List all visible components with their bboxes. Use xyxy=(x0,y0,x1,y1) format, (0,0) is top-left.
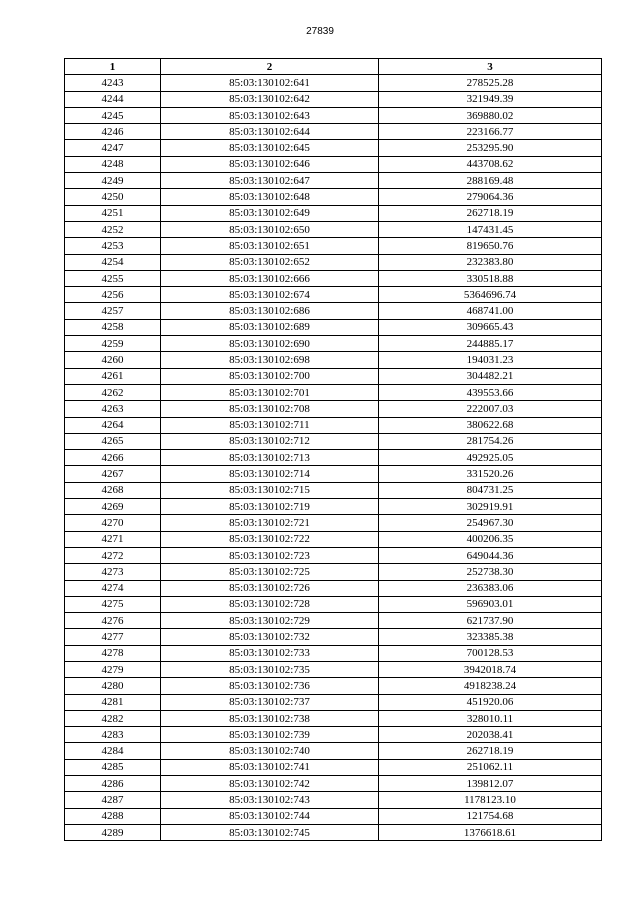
row-number-cell: 4246 xyxy=(65,124,161,140)
table-row xyxy=(65,531,602,547)
cadastral-number-cell: 85:03:130102:719 xyxy=(161,499,379,515)
cadastral-value-cell: 400206.35 xyxy=(379,531,602,547)
row-number-cell: 4269 xyxy=(65,499,161,515)
row-number-cell: 4278 xyxy=(65,645,161,661)
cadastral-number-cell: 85:03:130102:700 xyxy=(161,368,379,384)
cadastral-number-cell: 85:03:130102:741 xyxy=(161,759,379,775)
table-row xyxy=(65,254,602,270)
table-row xyxy=(65,417,602,433)
cadastral-value-cell: 147431.45 xyxy=(379,221,602,237)
row-number-cell: 4270 xyxy=(65,515,161,531)
row-number-cell: 4245 xyxy=(65,107,161,123)
row-number-cell: 4265 xyxy=(65,433,161,449)
row-number-cell: 4254 xyxy=(65,254,161,270)
table-row xyxy=(65,368,602,384)
table-row xyxy=(65,580,602,596)
table-row xyxy=(65,645,602,661)
cadastral-number-cell: 85:03:130102:732 xyxy=(161,629,379,645)
page-number: 27839 xyxy=(306,26,334,37)
cadastral-value-cell: 621737.90 xyxy=(379,613,602,629)
cadastral-value-cell: 380622.68 xyxy=(379,417,602,433)
table-row xyxy=(65,319,602,335)
table-row xyxy=(65,547,602,563)
cadastral-value-cell: 139812.07 xyxy=(379,776,602,792)
cadastral-number-cell: 85:03:130102:648 xyxy=(161,189,379,205)
table-row xyxy=(65,743,602,759)
table-row xyxy=(65,91,602,107)
row-number-cell: 4272 xyxy=(65,547,161,563)
table-row xyxy=(65,156,602,172)
cadastral-value-cell: 262718.19 xyxy=(379,743,602,759)
row-number-cell: 4248 xyxy=(65,156,161,172)
table-row xyxy=(65,466,602,482)
cadastral-number-cell: 85:03:130102:689 xyxy=(161,319,379,335)
table-row xyxy=(65,140,602,156)
cadastral-value-cell: 700128.53 xyxy=(379,645,602,661)
cadastral-value-cell: 236383.06 xyxy=(379,580,602,596)
table-row xyxy=(65,678,602,694)
cadastral-value-cell: 262718.19 xyxy=(379,205,602,221)
table-row xyxy=(65,336,602,352)
table-row xyxy=(65,124,602,140)
cadastral-number-cell: 85:03:130102:728 xyxy=(161,596,379,612)
row-number-cell: 4283 xyxy=(65,727,161,743)
row-number-cell: 4282 xyxy=(65,710,161,726)
row-number-cell: 4264 xyxy=(65,417,161,433)
cadastral-number-cell: 85:03:130102:722 xyxy=(161,531,379,547)
cadastral-number-cell: 85:03:130102:711 xyxy=(161,417,379,433)
cadastral-value-cell: 3942018.74 xyxy=(379,661,602,677)
cadastral-number-cell: 85:03:130102:686 xyxy=(161,303,379,319)
row-number-cell: 4253 xyxy=(65,238,161,254)
cadastral-number-cell: 85:03:130102:644 xyxy=(161,124,379,140)
row-number-cell: 4267 xyxy=(65,466,161,482)
cadastral-number-cell: 85:03:130102:739 xyxy=(161,727,379,743)
row-number-cell: 4255 xyxy=(65,270,161,286)
cadastral-value-cell: 302919.91 xyxy=(379,499,602,515)
table-row xyxy=(65,173,602,189)
cadastral-number-cell: 85:03:130102:647 xyxy=(161,173,379,189)
table-row xyxy=(65,384,602,400)
row-number-cell: 4260 xyxy=(65,352,161,368)
table-row xyxy=(65,515,602,531)
cadastral-value-cell: 223166.77 xyxy=(379,124,602,140)
cadastral-value-cell: 596903.01 xyxy=(379,596,602,612)
row-number-cell: 4277 xyxy=(65,629,161,645)
cadastral-value-cell: 252738.30 xyxy=(379,564,602,580)
row-number-cell: 4249 xyxy=(65,173,161,189)
cadastral-value-cell: 1178123.10 xyxy=(379,792,602,808)
cadastral-value-cell: 443708.62 xyxy=(379,156,602,172)
cadastral-value-cell: 819650.76 xyxy=(379,238,602,254)
cadastral-value-cell: 309665.43 xyxy=(379,319,602,335)
cadastral-number-cell: 85:03:130102:708 xyxy=(161,401,379,417)
cadastral-number-cell: 85:03:130102:666 xyxy=(161,270,379,286)
cadastral-value-cell: 468741.00 xyxy=(379,303,602,319)
cadastral-number-cell: 85:03:130102:742 xyxy=(161,776,379,792)
row-number-cell: 4252 xyxy=(65,221,161,237)
table-row xyxy=(65,433,602,449)
cadastral-value-cell: 331520.26 xyxy=(379,466,602,482)
cadastral-value-cell: 254967.30 xyxy=(379,515,602,531)
cadastral-number-cell: 85:03:130102:651 xyxy=(161,238,379,254)
table-row xyxy=(65,776,602,792)
table-row xyxy=(65,352,602,368)
cadastral-value-cell: 202038.41 xyxy=(379,727,602,743)
cadastral-value-cell: 369880.02 xyxy=(379,107,602,123)
row-number-cell: 4275 xyxy=(65,596,161,612)
cadastral-number-cell: 85:03:130102:674 xyxy=(161,287,379,303)
row-number-cell: 4274 xyxy=(65,580,161,596)
row-number-cell: 4259 xyxy=(65,336,161,352)
cadastral-number-cell: 85:03:130102:729 xyxy=(161,613,379,629)
cadastral-number-cell: 85:03:130102:650 xyxy=(161,221,379,237)
cadastral-number-cell: 85:03:130102:740 xyxy=(161,743,379,759)
cadastral-number-cell: 85:03:130102:690 xyxy=(161,336,379,352)
cadastral-value-cell: 323385.38 xyxy=(379,629,602,645)
table-row xyxy=(65,450,602,466)
cadastral-number-cell: 85:03:130102:744 xyxy=(161,808,379,824)
cadastral-value-cell: 5364696.74 xyxy=(379,287,602,303)
table-header xyxy=(65,59,602,75)
cadastral-number-cell: 85:03:130102:646 xyxy=(161,156,379,172)
column-header-cadastral-number: 2 xyxy=(161,59,379,75)
cadastral-value-cell: 4918238.24 xyxy=(379,678,602,694)
row-number-cell: 4244 xyxy=(65,91,161,107)
cadastral-value-cell: 451920.06 xyxy=(379,694,602,710)
cadastral-number-cell: 85:03:130102:736 xyxy=(161,678,379,694)
row-number-cell: 4287 xyxy=(65,792,161,808)
cadastral-number-cell: 85:03:130102:714 xyxy=(161,466,379,482)
row-number-cell: 4258 xyxy=(65,319,161,335)
table-row xyxy=(65,596,602,612)
cadastral-number-cell: 85:03:130102:643 xyxy=(161,107,379,123)
cadastral-value-cell: 279064.36 xyxy=(379,189,602,205)
cadastral-number-cell: 85:03:130102:649 xyxy=(161,205,379,221)
table-row xyxy=(65,629,602,645)
row-number-cell: 4243 xyxy=(65,75,161,91)
row-number-cell: 4261 xyxy=(65,368,161,384)
table-row xyxy=(65,727,602,743)
table-row xyxy=(65,792,602,808)
table-row xyxy=(65,270,602,286)
cadastral-value-cell: 304482.21 xyxy=(379,368,602,384)
table-row xyxy=(65,107,602,123)
cadastral-value-cell: 278525.28 xyxy=(379,75,602,91)
row-number-cell: 4284 xyxy=(65,743,161,759)
table-row xyxy=(65,661,602,677)
cadastral-number-cell: 85:03:130102:743 xyxy=(161,792,379,808)
cadastral-value-cell: 321949.39 xyxy=(379,91,602,107)
row-number-cell: 4263 xyxy=(65,401,161,417)
cadastral-number-cell: 85:03:130102:642 xyxy=(161,91,379,107)
cadastral-number-cell: 85:03:130102:713 xyxy=(161,450,379,466)
row-number-cell: 4286 xyxy=(65,776,161,792)
table-row xyxy=(65,75,602,91)
cadastral-value-cell: 1376618.61 xyxy=(379,824,602,840)
table-row xyxy=(65,759,602,775)
table-row xyxy=(65,564,602,580)
cadastral-number-cell: 85:03:130102:723 xyxy=(161,547,379,563)
cadastral-value-cell: 330518.88 xyxy=(379,270,602,286)
row-number-cell: 4268 xyxy=(65,482,161,498)
cadastral-value-table xyxy=(64,58,602,841)
cadastral-value-cell: 804731.25 xyxy=(379,482,602,498)
row-number-cell: 4256 xyxy=(65,287,161,303)
table-row xyxy=(65,303,602,319)
row-number-cell: 4257 xyxy=(65,303,161,319)
row-number-cell: 4251 xyxy=(65,205,161,221)
column-header-cadastral-value: 3 xyxy=(379,59,602,75)
row-number-cell: 4273 xyxy=(65,564,161,580)
table-row xyxy=(65,694,602,710)
table-row xyxy=(65,613,602,629)
table-row xyxy=(65,401,602,417)
row-number-cell: 4266 xyxy=(65,450,161,466)
cadastral-value-cell: 222007.03 xyxy=(379,401,602,417)
cadastral-value-cell: 649044.36 xyxy=(379,547,602,563)
cadastral-number-cell: 85:03:130102:701 xyxy=(161,384,379,400)
cadastral-value-cell: 288169.48 xyxy=(379,173,602,189)
cadastral-number-cell: 85:03:130102:698 xyxy=(161,352,379,368)
row-number-cell: 4288 xyxy=(65,808,161,824)
cadastral-value-cell: 439553.66 xyxy=(379,384,602,400)
cadastral-value-cell: 251062.11 xyxy=(379,759,602,775)
table-row xyxy=(65,824,602,840)
cadastral-value-cell: 232383.80 xyxy=(379,254,602,270)
cadastral-number-cell: 85:03:130102:645 xyxy=(161,140,379,156)
row-number-cell: 4279 xyxy=(65,661,161,677)
cadastral-number-cell: 85:03:130102:737 xyxy=(161,694,379,710)
cadastral-value-cell: 492925.05 xyxy=(379,450,602,466)
table-row xyxy=(65,205,602,221)
table-row xyxy=(65,710,602,726)
table-row xyxy=(65,221,602,237)
row-number-cell: 4271 xyxy=(65,531,161,547)
table-row xyxy=(65,808,602,824)
row-number-cell: 4281 xyxy=(65,694,161,710)
row-number-cell: 4276 xyxy=(65,613,161,629)
cadastral-number-cell: 85:03:130102:721 xyxy=(161,515,379,531)
cadastral-value-cell: 244885.17 xyxy=(379,336,602,352)
column-header-number: 1 xyxy=(65,59,161,75)
row-number-cell: 4289 xyxy=(65,824,161,840)
row-number-cell: 4247 xyxy=(65,140,161,156)
table-row xyxy=(65,482,602,498)
cadastral-value-cell: 121754.68 xyxy=(379,808,602,824)
row-number-cell: 4262 xyxy=(65,384,161,400)
table-row xyxy=(65,287,602,303)
row-number-cell: 4285 xyxy=(65,759,161,775)
cadastral-value-cell: 253295.90 xyxy=(379,140,602,156)
row-number-cell: 4250 xyxy=(65,189,161,205)
cadastral-number-cell: 85:03:130102:712 xyxy=(161,433,379,449)
table-row xyxy=(65,189,602,205)
cadastral-value-cell: 194031.23 xyxy=(379,352,602,368)
cadastral-number-cell: 85:03:130102:738 xyxy=(161,710,379,726)
table-row xyxy=(65,238,602,254)
cadastral-number-cell: 85:03:130102:726 xyxy=(161,580,379,596)
cadastral-value-cell: 328010.11 xyxy=(379,710,602,726)
cadastral-value-cell: 281754.26 xyxy=(379,433,602,449)
table-body xyxy=(65,75,602,841)
header-row xyxy=(65,59,602,75)
cadastral-number-cell: 85:03:130102:735 xyxy=(161,661,379,677)
table-row xyxy=(65,499,602,515)
cadastral-number-cell: 85:03:130102:715 xyxy=(161,482,379,498)
cadastral-number-cell: 85:03:130102:745 xyxy=(161,824,379,840)
row-number-cell: 4280 xyxy=(65,678,161,694)
cadastral-number-cell: 85:03:130102:641 xyxy=(161,75,379,91)
cadastral-number-cell: 85:03:130102:733 xyxy=(161,645,379,661)
cadastral-number-cell: 85:03:130102:652 xyxy=(161,254,379,270)
cadastral-number-cell: 85:03:130102:725 xyxy=(161,564,379,580)
